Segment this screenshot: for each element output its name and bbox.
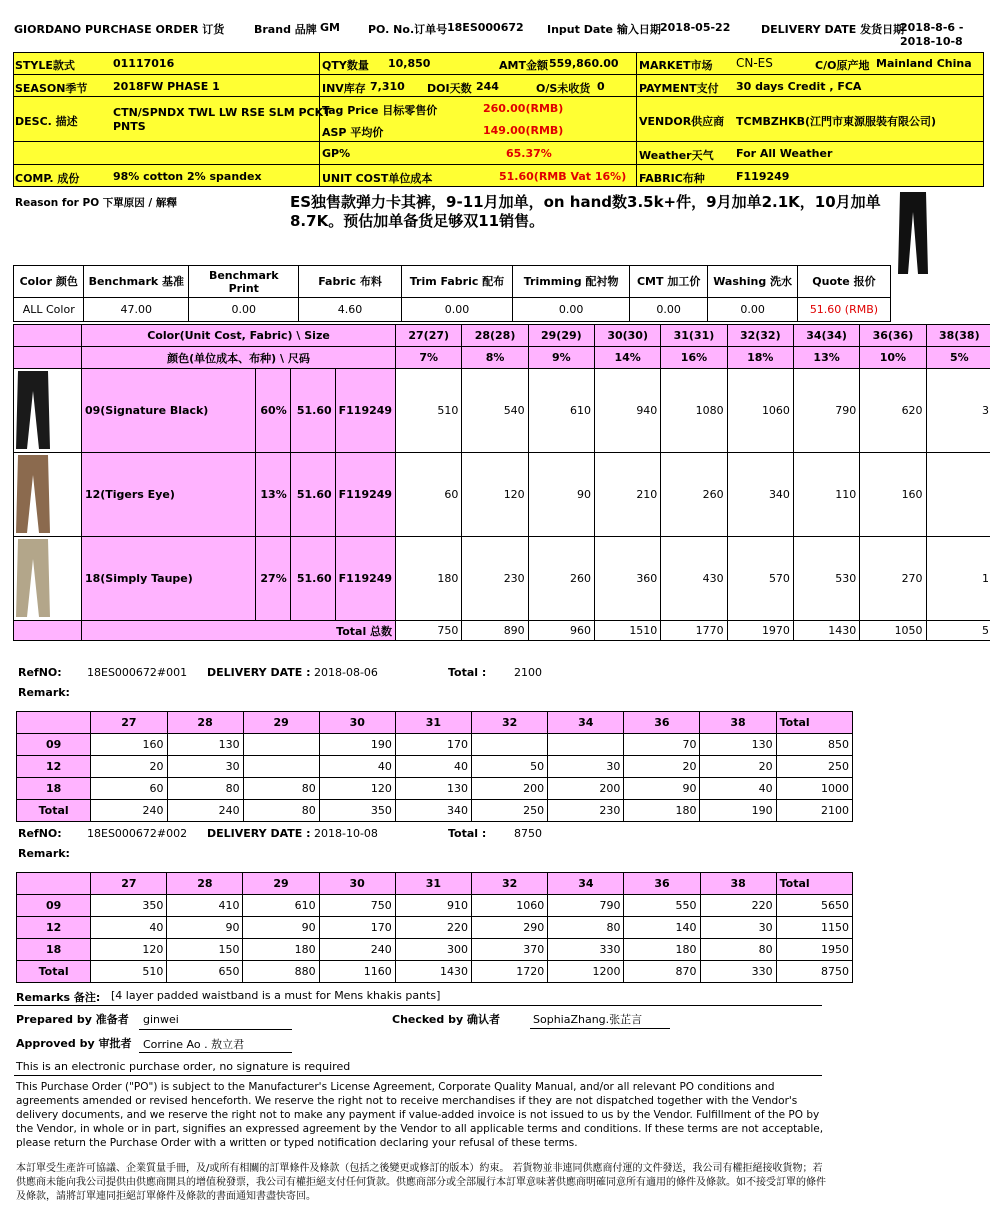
cost-value-3: 4.60 (299, 298, 401, 322)
electronic-note: This is an electronic purchase order, no signature is required (16, 1060, 351, 1073)
ref2-cell: 80 (548, 917, 624, 939)
size-col-5: 32(32) (727, 325, 793, 347)
ref1-cell: 30 (167, 756, 243, 778)
amt-label: AMT金额 (499, 59, 548, 72)
size-qty: 60 (396, 453, 462, 537)
style-label: STYLE款式 (15, 59, 75, 72)
legal-chinese: 本訂單受生產許可協議、企業質量手冊，及/或所有相關的訂單條件及條款（包括之後變更或修訂的版本）約束。 若貨物並非連同供應商付運的文件發送，我公司有權拒絕接收貨物；若供應商未能向我公司提供由供應商開具的增值稅發票，我公司有權拒絕支付任何貨款。供應商部分或全部履行本訂單意味著供應商明確同意所有適用的條件及條款。如不接受訂單的條件及條款，請將訂單連同拒絕訂單條件及條款的書面通知書盡快寄回。 (16, 1163, 826, 1202)
ref2-cell: 5650 (776, 895, 852, 917)
ref2-size-4: 31 (395, 873, 471, 895)
size-qty: 260 (661, 453, 727, 537)
remarks-label: Remarks 备注: (16, 991, 101, 1004)
color-pct: 60% (255, 369, 290, 453)
ref1-size-4: 31 (395, 712, 471, 734)
ref1-cell: 340 (395, 800, 471, 822)
ref1-table (16, 711, 853, 822)
ref2-cell: 300 (395, 939, 471, 961)
size-qty: 790 (793, 369, 859, 453)
size-col-4: 31(31) (661, 325, 727, 347)
size-qty: 360 (595, 537, 661, 621)
legal-english: This Purchase Order ("PO") is subject to the Manufacturer's License Agreement, Corporate Quality Manual, and/or all relevant PO conditions and agreements amended or revised henceforth. We reserve the right not to receive merchandises if they are not dispatched together with the Vendor's delivery documents, and we reserve the right not to make any payment if value-added invoice is not issued to us by the Vendor. Fulfillment of the PO by the Vendor, in whole or in part, signifies an expressed agreement by the Vendor to all applicable terms and conditions. If these terms are not acceptable, please return the Purchase Order with a written or typed notification declaring your refusal of these terms. (16, 1081, 824, 1149)
size-total-6: 1430 (793, 621, 859, 641)
delivery-date-end: 2018-10-8 (900, 35, 963, 48)
ref1-cell: 40 (319, 756, 395, 778)
ref2-cell: 140 (624, 917, 700, 939)
ref2-cell: 410 (167, 895, 243, 917)
ref1-cell: 1000 (776, 778, 852, 800)
ref2-cell: 790 (548, 895, 624, 917)
doi-value: 244 (476, 80, 499, 93)
size-col-6: 34(34) (793, 325, 859, 347)
ref1-cell: 200 (472, 778, 548, 800)
brand-label: Brand 品牌 (254, 23, 317, 36)
gp-label: GP% (322, 147, 351, 160)
ref1-cell: 350 (319, 800, 395, 822)
ref2-cell: 8750 (776, 961, 852, 983)
comp-value: 98% cotton 2% spandex (113, 170, 262, 183)
ref1-cell: 90 (624, 778, 700, 800)
product-pants-image (892, 190, 934, 276)
ref1-label: RefNO: (18, 666, 62, 679)
size-ratio-5: 18% (727, 347, 793, 369)
ref2-cell: 1150 (776, 917, 852, 939)
ref1-corner (17, 712, 91, 734)
ref1-size-7: 36 (624, 712, 700, 734)
desc-line-1: CTN/SPNDX TWL LW RSE SLM PCKT (113, 106, 331, 119)
ref1-cell: 20 (700, 756, 776, 778)
ref2-size-8: 38 (700, 873, 776, 895)
ref1-date-label: DELIVERY DATE : (207, 666, 311, 679)
color-name: 09(Signature Black) (81, 369, 255, 453)
os-label: O/S未收货 (536, 82, 591, 95)
ref2-cell: 750 (319, 895, 395, 917)
ref1-cell: 20 (624, 756, 700, 778)
ref2-cell: 180 (624, 939, 700, 961)
ref1-cell (472, 734, 548, 756)
pants-swatch-icon (14, 453, 52, 533)
inv-value: 7,310 (370, 80, 405, 93)
gp-value: 65.37% (506, 147, 552, 160)
ref2-cell: 650 (167, 961, 243, 983)
ref1-cell: 160 (91, 734, 167, 756)
color-swatch (14, 369, 82, 453)
cost-header-3: Fabric 布料 (299, 266, 401, 298)
ref2-cell: 180 (243, 939, 319, 961)
color-fabric: F119249 (335, 369, 395, 453)
ref2-cell: 1950 (776, 939, 852, 961)
size-total-5: 1970 (727, 621, 793, 641)
ref2-cell: 1720 (472, 961, 548, 983)
ref2-size-1: 28 (167, 873, 243, 895)
ref2-cell: 170 (319, 917, 395, 939)
delivery-date-label: DELIVERY DATE 发货日期 (761, 23, 905, 36)
ref1-cell: 130 (395, 778, 471, 800)
color-cost: 51.60 (290, 537, 335, 621)
qty-value: 10,850 (388, 57, 431, 70)
color-fabric: F119249 (335, 453, 395, 537)
cost-header-2: Benchmark Print (189, 266, 299, 298)
cost-header-4: Trim Fabric 配布 (401, 266, 513, 298)
ref1-cell: 80 (243, 778, 319, 800)
qty-label: QTY数量 (322, 59, 369, 72)
ref1-cell (243, 734, 319, 756)
approved-value: Corrine Ao . 敖立君 (143, 1038, 245, 1051)
ref2-cell: 330 (548, 939, 624, 961)
ref1-cell: 250 (776, 756, 852, 778)
market-label: MARKET市场 (639, 59, 713, 72)
ref2-cell: 1060 (472, 895, 548, 917)
pants-swatch-icon (14, 369, 52, 449)
cost-value-5: 0.00 (513, 298, 630, 322)
size-qty: 340 (727, 453, 793, 537)
po-label: PO. No.订单号 (368, 23, 448, 36)
ref1-total: 2100 (514, 666, 542, 679)
ref2-cell: 1430 (395, 961, 471, 983)
ref1-cell: 130 (700, 734, 776, 756)
origin-value: Mainland China (876, 57, 972, 70)
size-qty (926, 453, 990, 537)
size-col-8: 38(38) (926, 325, 990, 347)
ref2-cell: 880 (243, 961, 319, 983)
po-title: GIORDANO PURCHASE ORDER 订货 (14, 23, 225, 36)
ref1-date: 2018-08-06 (314, 666, 378, 679)
color-fabric: F119249 (335, 537, 395, 621)
checked-value: SophiaZhang.张芷言 (533, 1013, 643, 1026)
ref1-cell: 20 (91, 756, 167, 778)
ref2-remark-label: Remark: (18, 847, 70, 860)
cost-header-0: Color 颜色 (14, 266, 84, 298)
info-section (13, 52, 984, 187)
size-qty: 90 (528, 453, 594, 537)
swatch-header-2 (14, 347, 82, 369)
cost-value-6: 0.00 (630, 298, 708, 322)
ref1-cell: 240 (167, 800, 243, 822)
ref2-cell: 870 (624, 961, 700, 983)
size-ratio-3: 14% (595, 347, 661, 369)
size-ratio-1: 8% (462, 347, 528, 369)
size-total-2: 960 (528, 621, 594, 641)
ref1-cell: 120 (319, 778, 395, 800)
size-ratio-2: 9% (528, 347, 594, 369)
size-qty: 180 (396, 537, 462, 621)
input-date: 2018-05-22 (660, 21, 731, 34)
cost-table (13, 265, 891, 322)
ref2-cell: 1200 (548, 961, 624, 983)
fabric-label: FABRIC布种 (639, 172, 705, 185)
ref2-cell: 550 (624, 895, 700, 917)
cost-header-1: Benchmark 基准 (84, 266, 189, 298)
ref2-total-label: Total : (448, 827, 487, 840)
size-ratio-4: 16% (661, 347, 727, 369)
ref2-number: 18ES000672#002 (87, 827, 188, 840)
cost-value-2: 0.00 (189, 298, 299, 322)
ref1-cell: 190 (319, 734, 395, 756)
swatch-header (14, 325, 82, 347)
market-value: CN-ES (736, 56, 773, 70)
os-value: 0 (597, 80, 605, 93)
ref1-cell: 40 (700, 778, 776, 800)
size-qty: 1 (926, 537, 990, 621)
unit-cost-value: 51.60(RMB Vat 16%) (499, 170, 627, 183)
desc-line-2: PNTS (113, 120, 146, 133)
asp-value: 149.00(RMB) (483, 124, 564, 137)
ref2-cell: 30 (700, 917, 776, 939)
ref1-size-6: 34 (548, 712, 624, 734)
cost-value-4: 0.00 (401, 298, 513, 322)
ref1-cell: 250 (472, 800, 548, 822)
color-pct: 27% (255, 537, 290, 621)
ref1-cell: 2100 (776, 800, 852, 822)
ref2-size-6: 34 (548, 873, 624, 895)
ref1-cell: 190 (700, 800, 776, 822)
color-cost: 51.60 (290, 453, 335, 537)
size-qty: 610 (528, 369, 594, 453)
ref1-cell: 50 (472, 756, 548, 778)
ref1-remark-label: Remark: (18, 686, 70, 699)
ref2-row-color: 12 (17, 917, 91, 939)
color-name: 18(Simply Taupe) (81, 537, 255, 621)
ref2-row-color: 18 (17, 939, 91, 961)
delivery-date-start: 2018-8-6 - (900, 21, 964, 34)
season-value: 2018FW PHASE 1 (113, 80, 220, 93)
reason-text: ES独售款弹力卡其裤，9-11月加单，on hand数3.5k+件，9月加单2.1K，10月加单8.7K。预估加单备货足够双11销售。 (290, 193, 881, 230)
tag-price-value: 260.00(RMB) (483, 102, 564, 115)
color-swatch (14, 453, 82, 537)
size-qty: 540 (462, 369, 528, 453)
size-total-4: 1770 (661, 621, 727, 641)
ref1-size-0: 27 (91, 712, 167, 734)
color-pct: 13% (255, 453, 290, 537)
po-number: 18ES000672 (447, 21, 524, 34)
ref1-cell: 850 (776, 734, 852, 756)
color-name: 12(Tigers Eye) (81, 453, 255, 537)
ref1-cell (243, 756, 319, 778)
ref2-cell: 80 (700, 939, 776, 961)
ref2-size-3: 30 (319, 873, 395, 895)
size-qty: 230 (462, 537, 528, 621)
size-col-7: 36(36) (860, 325, 926, 347)
size-col-3: 30(30) (595, 325, 661, 347)
ref1-cell (548, 734, 624, 756)
comp-label: COMP. 成份 (15, 172, 80, 185)
size-qty: 940 (595, 369, 661, 453)
size-col-1: 28(28) (462, 325, 528, 347)
ref1-size-9: Total (776, 712, 852, 734)
size-qty: 210 (595, 453, 661, 537)
ref1-number: 18ES000672#001 (87, 666, 188, 679)
ref1-size-1: 28 (167, 712, 243, 734)
cost-header-5: Trimming 配衬物 (513, 266, 630, 298)
checked-label: Checked by 确认者 (392, 1013, 500, 1026)
ref2-size-9: Total (776, 873, 852, 895)
ref1-row-color: 18 (17, 778, 91, 800)
ref1-cell: 230 (548, 800, 624, 822)
inv-label: INV库存 (322, 82, 366, 95)
ref2-date: 2018-10-08 (314, 827, 378, 840)
ref2-corner (17, 873, 91, 895)
approved-label: Approved by 审批者 (16, 1037, 132, 1050)
ref1-size-2: 29 (243, 712, 319, 734)
size-ratio-8: 5% (926, 347, 990, 369)
ref1-cell: 180 (624, 800, 700, 822)
size-qty: 1060 (727, 369, 793, 453)
ref2-size-2: 29 (243, 873, 319, 895)
ref2-cell: 40 (91, 917, 167, 939)
vendor-value: TCMBZHKB(江門市東源服裝有限公司) (736, 115, 937, 128)
ref1-size-5: 32 (472, 712, 548, 734)
ref2-cell: 350 (91, 895, 167, 917)
size-total-3: 1510 (595, 621, 661, 641)
size-ratio-6: 13% (793, 347, 859, 369)
size-breakdown-table (13, 324, 990, 641)
ref2-cell: 1160 (319, 961, 395, 983)
ref2-cell: 240 (319, 939, 395, 961)
ref2-cell: 120 (91, 939, 167, 961)
size-qty: 620 (860, 369, 926, 453)
ref2-cell: 330 (700, 961, 776, 983)
ref2-cell: 220 (395, 917, 471, 939)
ref1-row-color: Total (17, 800, 91, 822)
ref1-cell: 80 (243, 800, 319, 822)
cost-header-7: Washing 洗水 (708, 266, 798, 298)
ref2-cell: 90 (167, 917, 243, 939)
ref2-cell: 370 (472, 939, 548, 961)
size-qty: 430 (661, 537, 727, 621)
ref1-total-label: Total : (448, 666, 487, 679)
origin-label: C/O原产地 (815, 59, 870, 72)
ref2-cell: 220 (700, 895, 776, 917)
size-ratio-7: 10% (860, 347, 926, 369)
cost-value-8: 51.60 (RMB) (797, 298, 890, 322)
size-qty: 510 (396, 369, 462, 453)
size-col-0: 27(27) (396, 325, 462, 347)
ref2-cell: 610 (243, 895, 319, 917)
weather-label: Weather天气 (639, 149, 714, 162)
size-qty: 3 (926, 369, 990, 453)
size-header-cn: 颜色(单位成本、布种) \ 尺码 (81, 347, 395, 369)
pants-swatch-icon (14, 537, 52, 617)
ref2-size-0: 27 (91, 873, 167, 895)
color-swatch (14, 537, 82, 621)
ref1-cell: 200 (548, 778, 624, 800)
size-ratio-0: 7% (396, 347, 462, 369)
ref1-row-color: 09 (17, 734, 91, 756)
brand-value: GM (320, 21, 340, 34)
unit-cost-label: UNIT COST单位成本 (322, 172, 433, 185)
ref2-cell: 150 (167, 939, 243, 961)
desc-label: DESC. 描述 (15, 115, 78, 128)
reason-label: Reason for PO 下單原因 / 解釋 (15, 197, 177, 209)
ref1-cell: 170 (395, 734, 471, 756)
ref2-size-7: 36 (624, 873, 700, 895)
ref1-row-color: 12 (17, 756, 91, 778)
size-qty: 570 (727, 537, 793, 621)
size-total-8: 5 (926, 621, 990, 641)
size-total-1: 890 (462, 621, 528, 641)
color-cost: 51.60 (290, 369, 335, 453)
season-label: SEASON季节 (15, 82, 88, 95)
amt-value: 559,860.00 (549, 57, 619, 70)
ref2-size-5: 32 (472, 873, 548, 895)
ref1-size-8: 38 (700, 712, 776, 734)
vendor-label: VENDOR供应商 (639, 115, 725, 128)
size-qty: 160 (860, 453, 926, 537)
cost-value-0: ALL Color (14, 298, 84, 322)
total-swatch (14, 621, 82, 641)
cost-value-1: 47.00 (84, 298, 189, 322)
cost-value-7: 0.00 (708, 298, 798, 322)
size-col-2: 29(29) (528, 325, 594, 347)
cost-header-8: Quote 报价 (797, 266, 890, 298)
payment-value: 30 days Credit , FCA (736, 80, 862, 93)
ref2-table (16, 872, 853, 983)
ref2-cell: 90 (243, 917, 319, 939)
ref1-cell: 240 (91, 800, 167, 822)
payment-label: PAYMENT支付 (639, 82, 719, 95)
ref2-date-label: DELIVERY DATE : (207, 827, 311, 840)
ref1-cell: 60 (91, 778, 167, 800)
size-qty: 270 (860, 537, 926, 621)
weather-value: For All Weather (736, 147, 833, 160)
size-header-en: Color(Unit Cost, Fabric) \ Size (81, 325, 395, 347)
ref1-cell: 80 (167, 778, 243, 800)
input-date-label: Input Date 输入日期 (547, 23, 661, 36)
size-qty: 110 (793, 453, 859, 537)
ref2-label: RefNO: (18, 827, 62, 840)
size-qty: 530 (793, 537, 859, 621)
tag-price-label: Tag Price 目标零售价 (322, 104, 438, 117)
ref1-cell: 70 (624, 734, 700, 756)
ref2-total: 8750 (514, 827, 542, 840)
ref1-cell: 130 (167, 734, 243, 756)
ref2-row-color: 09 (17, 895, 91, 917)
ref1-cell: 30 (548, 756, 624, 778)
remarks-text: [4 layer padded waistband is a must for Mens khakis pants] (111, 989, 441, 1002)
asp-label: ASP 平均价 (322, 126, 384, 139)
fabric-value: F119249 (736, 170, 790, 183)
size-total-label: Total 总数 (81, 621, 395, 641)
size-qty: 1080 (661, 369, 727, 453)
ref2-cell: 910 (395, 895, 471, 917)
size-total-7: 1050 (860, 621, 926, 641)
prepared-label: Prepared by 准备者 (16, 1013, 129, 1026)
prepared-value: ginwei (143, 1013, 179, 1026)
size-total-0: 750 (396, 621, 462, 641)
ref2-cell: 510 (91, 961, 167, 983)
ref1-cell: 40 (395, 756, 471, 778)
doi-label: DOI天数 (427, 82, 472, 95)
ref2-row-color: Total (17, 961, 91, 983)
size-qty: 260 (528, 537, 594, 621)
cost-header-6: CMT 加工价 (630, 266, 708, 298)
ref2-cell: 290 (472, 917, 548, 939)
ref1-size-3: 30 (319, 712, 395, 734)
size-qty: 120 (462, 453, 528, 537)
style-value: 01117016 (113, 57, 175, 70)
